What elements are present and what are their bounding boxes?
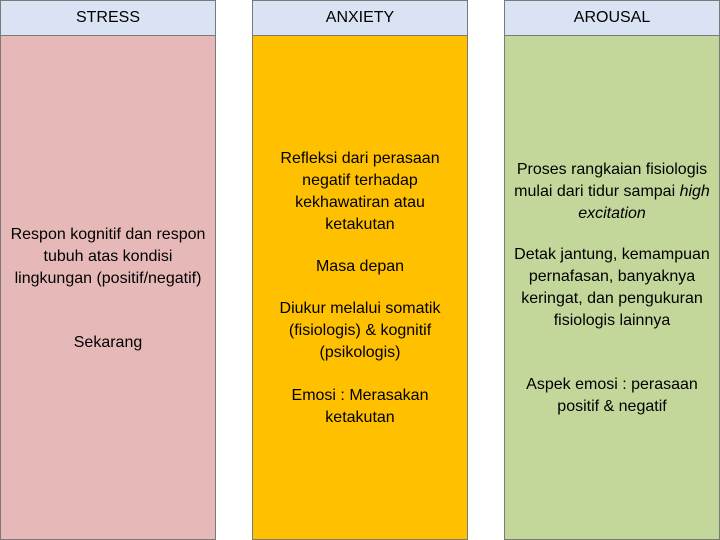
arousal-definition-text: Proses rangkaian fisiologis mulai dari tidur sampai — [514, 161, 708, 200]
arousal-definition-italic: high excitation — [578, 183, 710, 222]
stress-column — [0, 0, 216, 540]
arousal-emotion: Aspek emosi : perasaan positif & negatif — [526, 376, 698, 415]
stress-time: Sekarang — [73, 334, 143, 351]
stress-definition: Respon kognitif dan respon tubuh atas kondisi lingkungan (positif/negatif) — [10, 226, 206, 287]
anxiety-box — [252, 36, 468, 540]
anxiety-definition: Refleksi dari perasaan negatif terhadap kekhawatiran atau ketakutan — [280, 150, 440, 233]
anxiety-column — [252, 0, 468, 540]
anxiety-measurement: Diukur melalui somatik (fisiologis) & kognitif (psikologis) — [279, 300, 441, 361]
arousal-measurement: Detak jantung, kemampuan pernafasan, banyaknya keringat, dan pengukuran fisiologis lainnya — [514, 246, 710, 329]
arousal-definition — [513, 159, 711, 225]
anxiety-emotion: Emosi : Merasakan ketakutan — [291, 387, 429, 426]
anxiety-header: ANXIETY — [252, 0, 468, 36]
arousal-box — [504, 36, 720, 540]
anxiety-time: Masa depan — [315, 258, 405, 275]
stress-header: STRESS — [0, 0, 216, 36]
arousal-header: AROUSAL — [504, 0, 720, 36]
arousal-column — [504, 0, 720, 540]
stress-box — [0, 36, 216, 540]
